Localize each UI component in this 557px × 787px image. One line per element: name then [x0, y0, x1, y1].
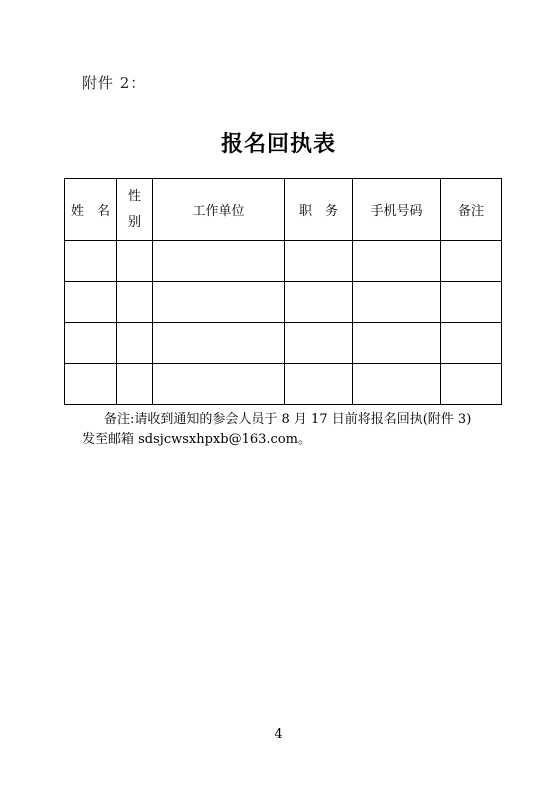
cell-work-unit[interactable]	[153, 364, 285, 405]
attachment-label: 附件 2：	[82, 74, 147, 92]
cell-position[interactable]	[285, 241, 353, 282]
cell-work-unit[interactable]	[153, 282, 285, 323]
header-name: 姓 名	[65, 179, 117, 241]
cell-position[interactable]	[285, 364, 353, 405]
cell-work-unit[interactable]	[153, 241, 285, 282]
header-gender-bottom: 别	[127, 214, 141, 230]
header-mobile: 手机号码	[353, 179, 441, 241]
header-position: 职 务	[285, 179, 353, 241]
header-remarks: 备注	[441, 179, 502, 241]
cell-remarks[interactable]	[441, 364, 502, 405]
header-gender	[117, 179, 153, 241]
cell-mobile[interactable]	[353, 282, 441, 323]
cell-mobile[interactable]	[353, 364, 441, 405]
cell-remarks[interactable]	[441, 323, 502, 364]
header-work-unit: 工作单位	[153, 179, 285, 241]
table-row	[65, 241, 502, 282]
table-row	[65, 282, 502, 323]
note-line-1: 备注:请收到通知的参会人员于 8 月 17 日前将报名回执(附件 3)	[104, 412, 472, 427]
cell-remarks[interactable]	[441, 282, 502, 323]
table-row	[65, 364, 502, 405]
cell-gender[interactable]	[117, 323, 153, 364]
cell-name[interactable]	[65, 241, 117, 282]
cell-gender[interactable]	[117, 241, 153, 282]
cell-gender[interactable]	[117, 282, 153, 323]
cell-mobile[interactable]	[353, 323, 441, 364]
cell-work-unit[interactable]	[153, 323, 285, 364]
cell-name[interactable]	[65, 364, 117, 405]
note-line-2: 发至邮箱 sdsjcwsxhpxb@163.com。	[82, 432, 311, 447]
cell-position[interactable]	[285, 323, 353, 364]
cell-name[interactable]	[65, 282, 117, 323]
table-header-row	[65, 179, 502, 241]
page-number: 4	[274, 727, 283, 742]
note-paragraph	[82, 410, 492, 450]
registration-table	[64, 178, 502, 405]
document-title: 报名回执表	[220, 131, 336, 157]
cell-position[interactable]	[285, 282, 353, 323]
table-row	[65, 323, 502, 364]
cell-name[interactable]	[65, 323, 117, 364]
cell-mobile[interactable]	[353, 241, 441, 282]
header-gender-top: 性	[127, 188, 141, 204]
cell-gender[interactable]	[117, 364, 153, 405]
cell-remarks[interactable]	[441, 241, 502, 282]
